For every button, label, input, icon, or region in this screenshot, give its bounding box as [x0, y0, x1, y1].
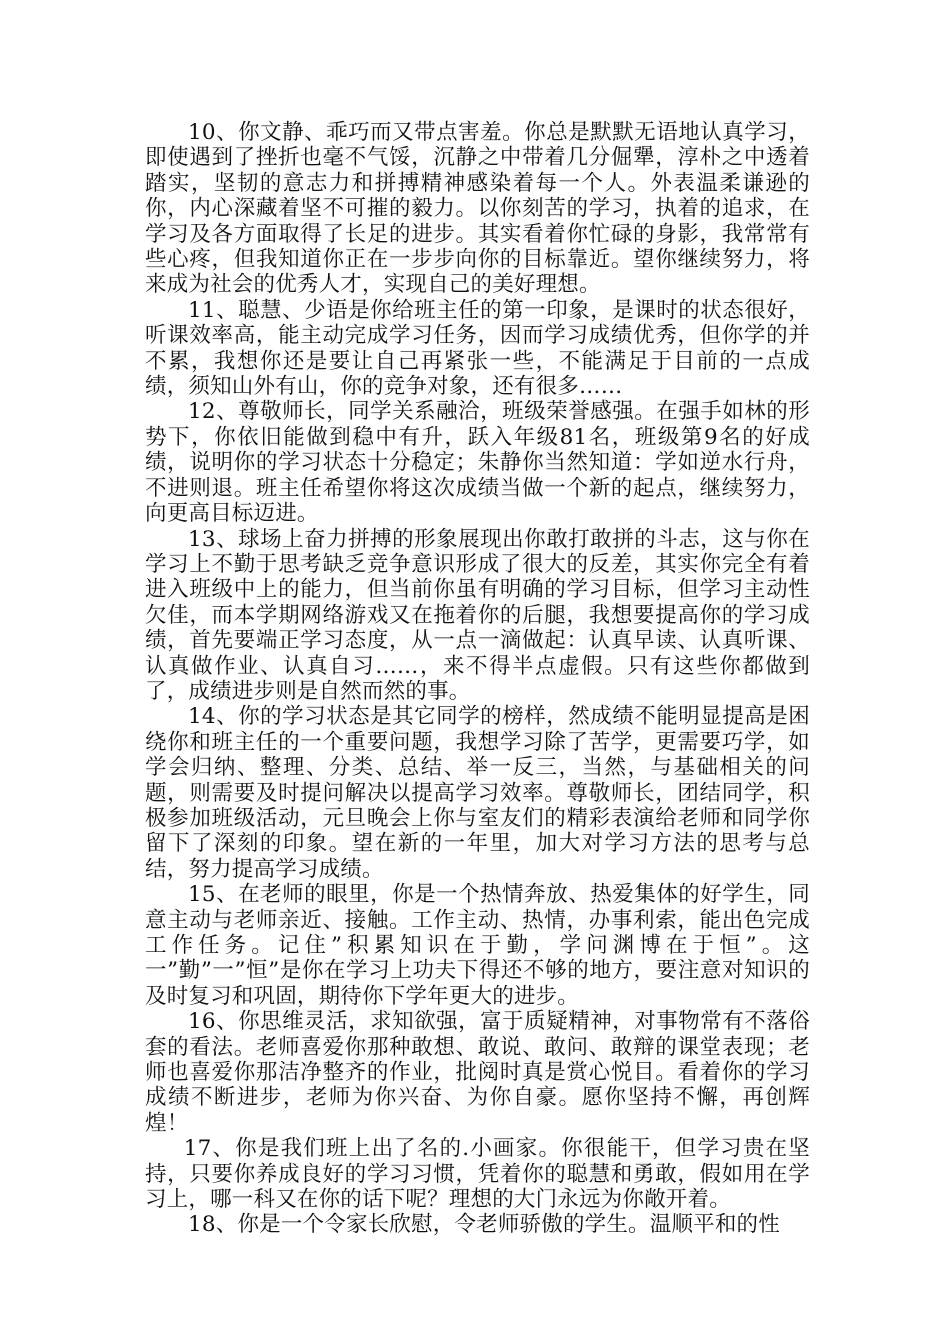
comment-paragraph-12: 12、尊敬师长，同学关系融洽，班级荣誉感强。在强手如林的形势下，你依旧能做到稳中有升，跃入年级81名，班级第9名的好成绩，说明你的学习状态十分稳定；朱静你当然知道：学如逆水行舟，不进则退。班主任希望你将这次成绩当做一个新的起点，继续努力，向更高目标迈进。 [145, 399, 810, 527]
comment-paragraph-16: 16、你思维灵活，求知欲强，富于质疑精神，对事物常有不落俗套的看法。老师喜爱你那种敢想、敢说、敢问、敢辩的课堂表现；老师也喜爱你那洁净整齐的作业，批阅时真是赏心悦目。看着你的学习成绩不断进步，老师为你兴奋、为你自豪。愿你坚持不懈，再创辉煌！ [145, 1009, 810, 1136]
comment-paragraph-14: 14、你的学习状态是其它同学的榜样，然成绩不能明显提高是困绕你和班主任的一个重要问题，我想学习除了苦学，更需要巧学，如学会归纳、整理、分类、总结、举一反三，当然，与基础相关的问题，则需要及时提问解决以提高学习效率。尊敬师长，团结同学，积极参加班级活动，元旦晚会上你与室友们的精彩表演给老师和同学你留下了深刻的印象。望在新的一年里，加大对学习方法的思考与总结，努力提高学习成绩。 [145, 704, 810, 882]
comment-paragraph-11: 11、聪慧、少语是你给班主任的第一印象，是课时的状态很好，听课效率高，能主动完成学习任务，因而学习成绩优秀，但你学的并不累，我想你还是要让自己再紧张一些，不能满足于目前的一点成绩，须知山外有山，你的竞争对象，还有很多…… [145, 297, 810, 400]
comment-paragraph-13: 13、球场上奋力拼搏的形象展现出你敢打敢拼的斗志，这与你在学习上不勤于思考缺乏竞争意识形成了很大的反差，其实你完全有着进入班级中上的能力，但当前你虽有明确的学习目标，但学习主动性欠佳，而本学期网络游戏又在拖着你的后腿，我想要提高你的学习成绩，首先要端正学习态度，从一点一滴做起：认真早读、认真听课、认真做作业、认真自习……，来不得半点虚假。只有这些你都做到了，成绩进步则是自然而然的事。 [145, 526, 810, 704]
comment-paragraph-10: 10、你文静、乖巧而又带点害羞。你总是默默无语地认真学习，即使遇到了挫折也毫不气馁，沉静之中带着几分倔犟，淳朴之中透着踏实，坚韧的意志力和拼搏精神感染着每一个人。外表温柔谦逊的你，内心深藏着坚不可摧的毅力。以你刻苦的学习，执着的追求，在学习及各方面取得了长足的进步。其实看着你忙碌的身影，我常常有些心疼，但我知道你正在一步步向你的目标靠近。望你继续努力，将来成为社会的优秀人才，实现自己的美好理想。 [145, 120, 810, 298]
comment-paragraph-15: 15、在老师的眼里，你是一个热情奔放、热爱集体的好学生，同意主动与老师亲近、接触。工作主动、热情，办事利索，能出色完成工作任务。记住”积累知识在于勤，学问渊博在于恒”。这一”勤”一”恒”是你在学习上功夫下得还不够的地方，要注意对知识的及时复习和巩固，期待你下学年更大的进步。 [145, 882, 810, 1009]
comment-paragraph-18: 18、你是一个令家长欣慰，令老师骄傲的学生。温顺平和的性 [188, 1212, 780, 1238]
document-body [145, 120, 810, 1238]
comment-paragraph-17: 17、你是我们班上出了名的.小画家。你很能干，但学习贵在坚持，只要你养成良好的学习习惯，凭着你的聪慧和勇敢，假如用在学习上，哪一科又在你的话下呢？理想的大门永远为你敞开着。 [145, 1136, 810, 1213]
